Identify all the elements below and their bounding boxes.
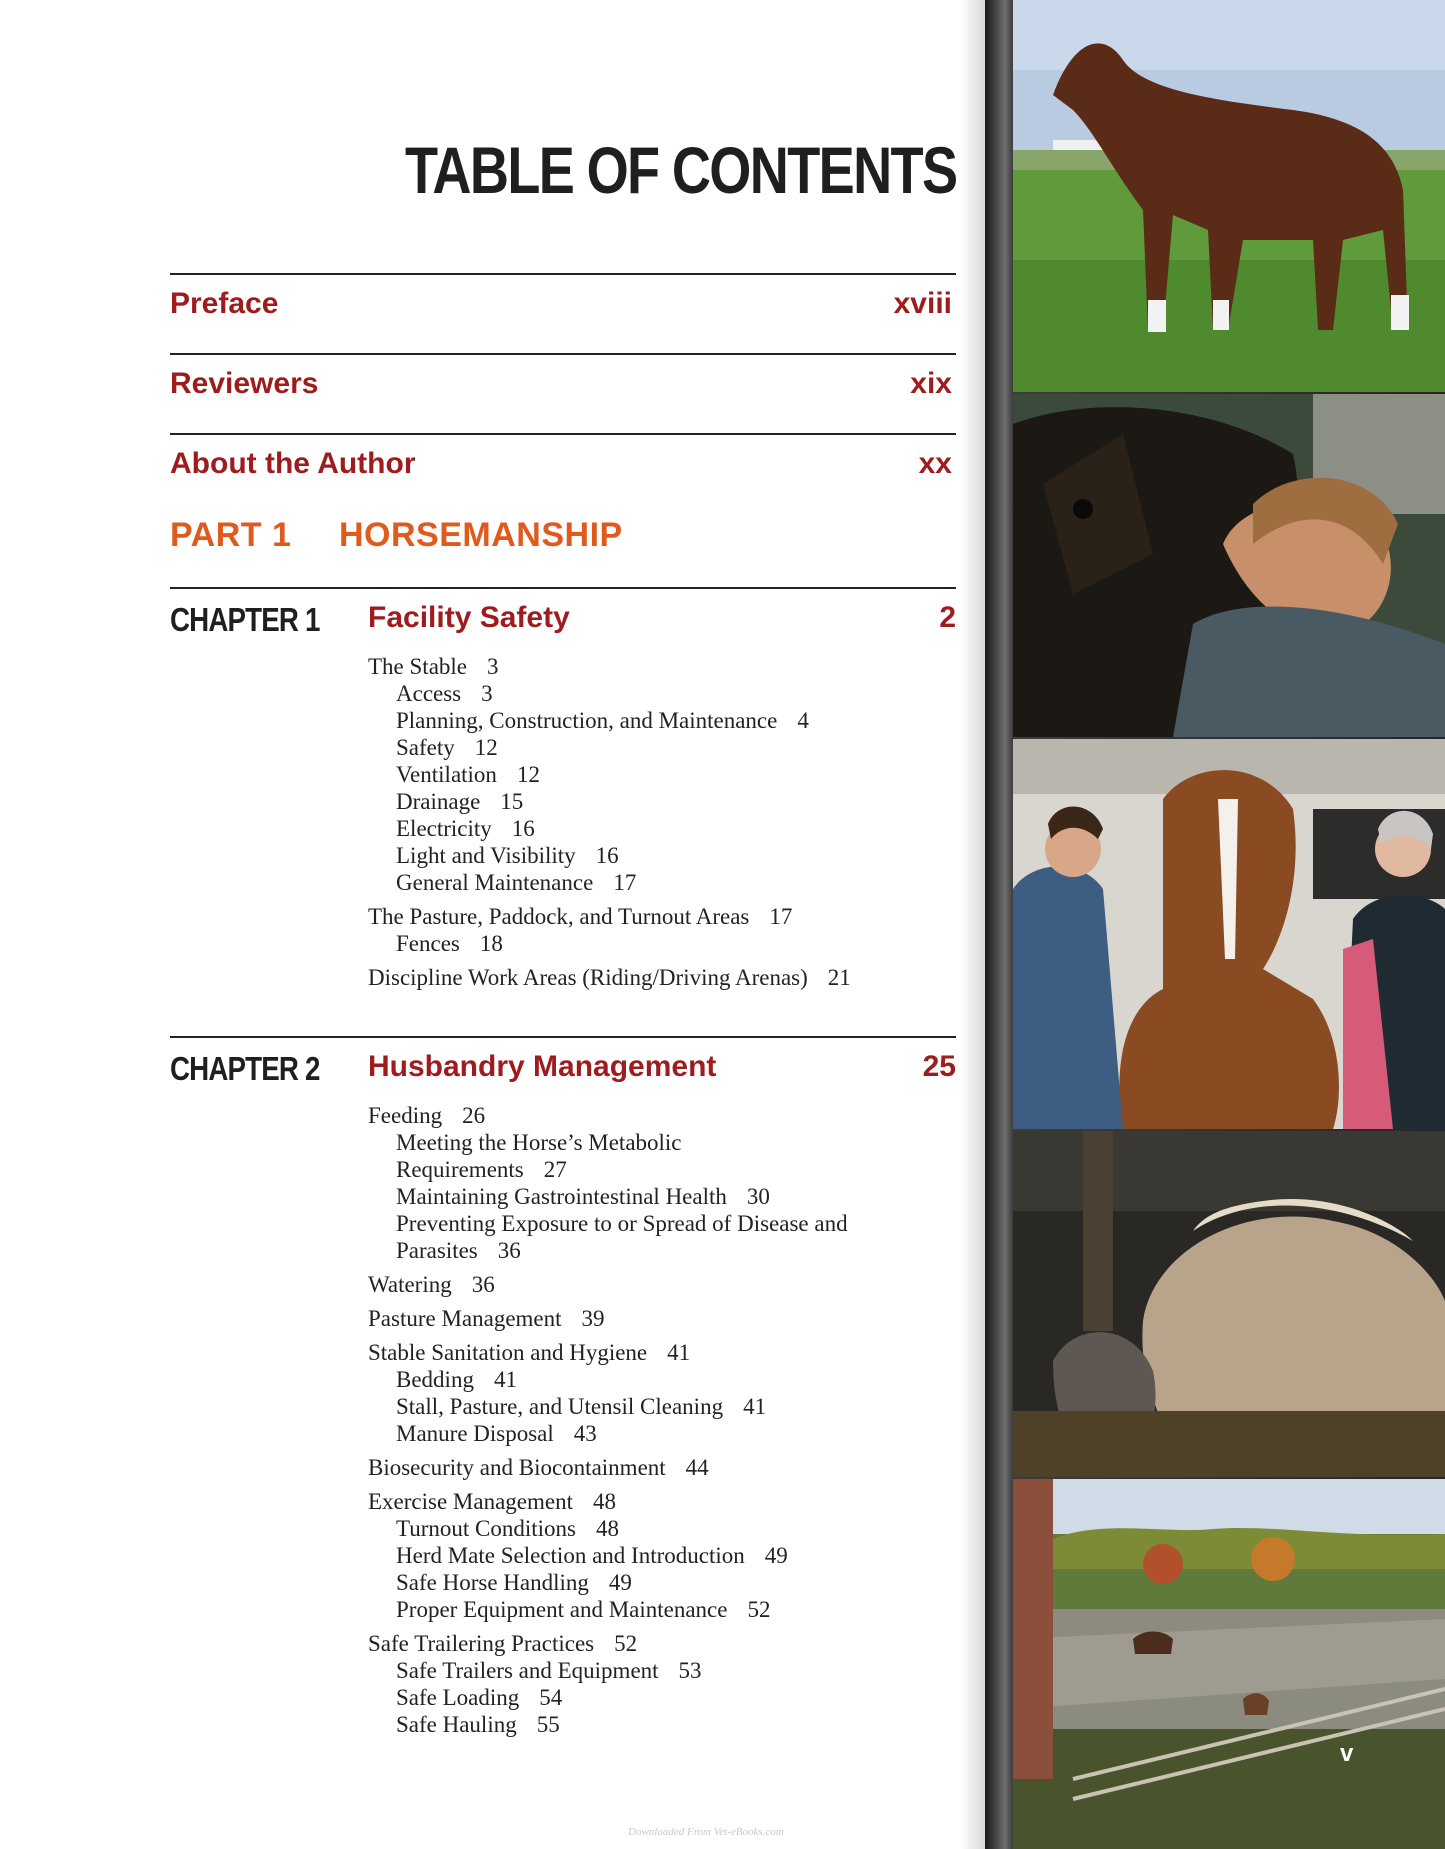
toc-entry-page: 55	[536, 1712, 560, 1737]
toc-row-page: xix	[910, 367, 952, 400]
toc-entry[interactable]	[368, 1630, 956, 1657]
chapter-title: Husbandry Management	[368, 1050, 717, 1083]
toc-entry[interactable]	[368, 869, 956, 896]
toc-entry-page: 54	[539, 1685, 563, 1710]
toc-entry-label: Pasture Management	[368, 1306, 562, 1331]
toc-entry-label: Bedding	[396, 1367, 474, 1392]
toc-entry-label: The Pasture, Paddock, and Turnout Areas	[368, 904, 750, 929]
toc-entry-page: 36	[471, 1272, 495, 1297]
toc-row-page: xx	[918, 447, 952, 480]
toc-entry[interactable]	[368, 1366, 956, 1393]
toc-entry-page: 3	[487, 654, 499, 679]
toc-row-preface[interactable]	[170, 273, 956, 335]
toc-entry[interactable]	[368, 815, 956, 842]
toc-entry-page: 17	[613, 870, 637, 895]
toc-entry-page: 3	[481, 681, 493, 706]
toc-entry-page: 41	[667, 1340, 691, 1365]
toc-entry-label: Safety	[396, 735, 455, 760]
toc-entry-page: 12	[474, 735, 498, 760]
toc-entry-label: Electricity	[396, 816, 492, 841]
toc-entry-page: 53	[678, 1658, 702, 1683]
part-title: HORSEMANSHIP	[339, 516, 623, 554]
toc-entry[interactable]	[368, 680, 956, 707]
toc-entry-label: Discipline Work Areas (Riding/Driving Arenas)	[368, 965, 808, 990]
toc-entry[interactable]	[368, 1305, 956, 1332]
chapter-2[interactable]	[170, 1036, 956, 1758]
toc-entry-page: 21	[827, 965, 851, 990]
toc-entry[interactable]	[368, 1129, 956, 1156]
toc-entry-page: 49	[608, 1570, 632, 1595]
chapter-label: CHAPTER 2	[170, 1050, 320, 1087]
toc-entry-page: 52	[747, 1597, 771, 1622]
toc-entry[interactable]	[368, 1711, 956, 1738]
toc-entry[interactable]	[368, 1596, 956, 1623]
toc-entry-label: Light and Visibility	[396, 843, 576, 868]
download-credit: Downloaded From Vet-eBooks.com	[628, 1826, 784, 1838]
page-title: TABLE OF CONTENTS	[404, 133, 956, 207]
toc-entry-page: 15	[500, 789, 524, 814]
toc-entry-label: General Maintenance	[396, 870, 594, 895]
toc-entry[interactable]	[368, 1488, 956, 1515]
toc-entry[interactable]	[368, 707, 956, 734]
chapter-1[interactable]	[170, 587, 956, 1029]
toc-entry-label: Proper Equipment and Maintenance	[396, 1597, 728, 1622]
toc-entry-label: Requirements	[396, 1157, 524, 1182]
toc-entry-label: Preventing Exposure to or Spread of Disease and	[396, 1211, 848, 1236]
toc-entry[interactable]	[368, 1237, 956, 1264]
toc-entry-page: 16	[511, 816, 535, 841]
chapter-entries	[368, 653, 956, 991]
toc-entry-label: Exercise Management	[368, 1489, 573, 1514]
toc-entry[interactable]	[368, 1657, 956, 1684]
toc-entry[interactable]	[368, 842, 956, 869]
toc-entry-page: 17	[769, 904, 793, 929]
toc-entry-page: 44	[685, 1455, 709, 1480]
toc-entry-label: Safe Hauling	[396, 1712, 517, 1737]
toc-entry-page: 36	[497, 1238, 521, 1263]
chapter-page: 2	[939, 601, 956, 634]
toc-entry-label: Ventilation	[396, 762, 497, 787]
toc-entry[interactable]	[368, 734, 956, 761]
toc-entry-label: Herd Mate Selection and Introduction	[396, 1543, 745, 1568]
toc-entry-page: 27	[543, 1157, 567, 1182]
toc-entry-page: 4	[797, 708, 809, 733]
photo-two-women-with-horse	[1013, 739, 1445, 1129]
toc-entry-label: Planning, Construction, and Maintenance	[396, 708, 778, 733]
toc-entry-page: 43	[573, 1421, 597, 1446]
toc-entry[interactable]	[368, 1542, 956, 1569]
photo-pony-in-stall	[1013, 1131, 1445, 1477]
toc-entry-page: 49	[764, 1543, 788, 1568]
toc-row-label: Preface	[170, 287, 279, 320]
toc-entry-page: 16	[595, 843, 619, 868]
toc-entry[interactable]	[368, 1339, 956, 1366]
toc-entry[interactable]	[368, 761, 956, 788]
toc-entry-page: 48	[596, 1516, 620, 1541]
toc-entry-label: Access	[396, 681, 462, 706]
toc-entry[interactable]	[368, 1569, 956, 1596]
toc-entry-page: 39	[581, 1306, 605, 1331]
toc-row-label: Reviewers	[170, 367, 319, 400]
toc-entry-page: 12	[516, 762, 540, 787]
toc-entry[interactable]	[368, 1454, 956, 1481]
toc-entry[interactable]	[368, 1515, 956, 1542]
toc-entry[interactable]	[368, 1271, 956, 1298]
toc-entry[interactable]	[368, 788, 956, 815]
toc-entry[interactable]	[368, 1684, 956, 1711]
toc-entry-label: Turnout Conditions	[396, 1516, 577, 1541]
toc-entry-label: Feeding	[368, 1103, 443, 1128]
toc-entry-label: Biosecurity and Biocontainment	[368, 1455, 666, 1480]
toc-entry[interactable]	[368, 1183, 956, 1210]
toc-entry[interactable]	[368, 1420, 956, 1447]
photo-horse-in-field	[1013, 0, 1445, 392]
toc-entry-label: The Stable	[368, 654, 467, 679]
photo-woman-with-horse	[1013, 394, 1445, 737]
toc-entry-label: Meeting the Horse’s Metabolic	[396, 1130, 682, 1155]
toc-entry-label: Stable Sanitation and Hygiene	[368, 1340, 648, 1365]
toc-entry-label: Watering	[368, 1272, 452, 1297]
toc-entry[interactable]	[368, 653, 956, 680]
toc-entry-label: Drainage	[396, 789, 481, 814]
toc-entry-label: Safe Trailers and Equipment	[396, 1658, 659, 1683]
toc-entry-label: Parasites	[396, 1238, 478, 1263]
toc-entry-label: Manure Disposal	[396, 1421, 554, 1446]
toc-entry-page: 41	[743, 1394, 767, 1419]
toc-entry-label: Safe Horse Handling	[396, 1570, 589, 1595]
toc-entry-page: 48	[593, 1489, 616, 1514]
chapter-entries	[368, 1102, 956, 1738]
toc-entry-page: 18	[479, 931, 503, 956]
toc-row-label: About the Author	[170, 447, 416, 480]
photo-flooded-paddock	[1013, 1479, 1445, 1849]
part-number: PART 1	[170, 516, 292, 554]
toc-entry-page: 52	[614, 1631, 638, 1656]
toc-entry-page: 41	[493, 1367, 517, 1392]
page-number: v	[1340, 1740, 1354, 1767]
toc-entry-label: Safe Loading	[396, 1685, 520, 1710]
chapter-title: Facility Safety	[368, 601, 570, 634]
chapter-page: 25	[922, 1050, 956, 1083]
toc-entry-page: 30	[746, 1184, 770, 1209]
toc-entry[interactable]	[368, 1210, 956, 1237]
toc-entry-label: Maintaining Gastrointestinal Health	[396, 1184, 727, 1209]
toc-entry[interactable]	[368, 1156, 956, 1183]
part-heading	[170, 516, 623, 555]
toc-entry[interactable]	[368, 1393, 956, 1420]
chapter-label: CHAPTER 1	[170, 601, 320, 638]
toc-entry-label: Fences	[396, 931, 460, 956]
toc-entry[interactable]	[368, 930, 956, 957]
toc-entry-page: 26	[462, 1103, 486, 1128]
toc-row-about-author[interactable]	[170, 433, 956, 495]
toc-entry[interactable]	[368, 964, 956, 991]
toc-entry-label: Safe Trailering Practices	[368, 1631, 595, 1656]
toc-row-page: xviii	[893, 287, 952, 320]
toc-entry[interactable]	[368, 903, 956, 930]
toc-entry-label: Stall, Pasture, and Utensil Cleaning	[396, 1394, 724, 1419]
toc-entry[interactable]	[368, 1102, 956, 1129]
toc-row-reviewers[interactable]	[170, 353, 956, 415]
